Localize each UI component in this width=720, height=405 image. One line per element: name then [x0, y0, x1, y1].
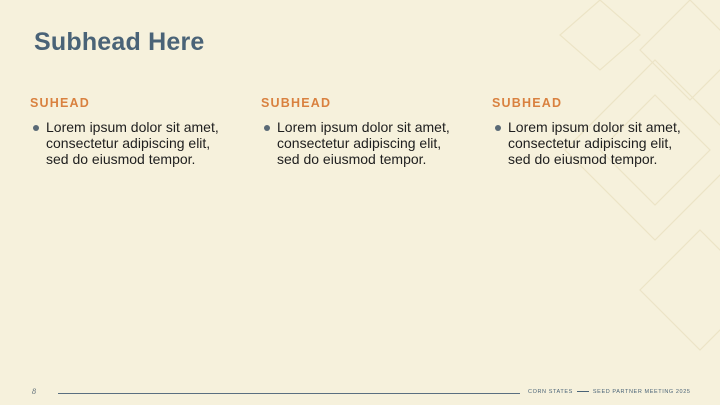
page-number: 8: [32, 387, 36, 396]
column-heading: SUBHEAD: [492, 96, 563, 110]
column-3: [492, 96, 682, 167]
bullet-text: Lorem ipsum dolor sit amet, consectetur adipiscing elit, sed do eiusmod tempor.: [46, 119, 219, 167]
slide-title: Subhead Here: [34, 28, 205, 56]
bullet-item: [261, 119, 451, 167]
footer-rule: [58, 393, 520, 394]
bullet-dot-icon: [33, 125, 39, 131]
column-heading: SUHEAD: [30, 96, 90, 110]
bullet-text: Lorem ipsum dolor sit amet, consectetur adipiscing elit, sed do eiusmod tempor.: [508, 119, 681, 167]
bullet-dot-icon: [264, 125, 270, 131]
footer-branding: [528, 389, 691, 395]
footer-separator: [577, 391, 589, 392]
bullet-dot-icon: [495, 125, 501, 131]
column-1: [30, 96, 220, 167]
bullet-item: [30, 119, 220, 167]
footer-left-text: CORN STATES: [528, 389, 573, 395]
bullet-item: [492, 119, 682, 167]
bullet-text: Lorem ipsum dolor sit amet, consectetur adipiscing elit, sed do eiusmod tempor.: [277, 119, 450, 167]
column-heading: SUBHEAD: [261, 96, 332, 110]
column-2: [261, 96, 451, 167]
footer-right-text: SEED PARTNER MEETING 2025: [592, 389, 691, 395]
